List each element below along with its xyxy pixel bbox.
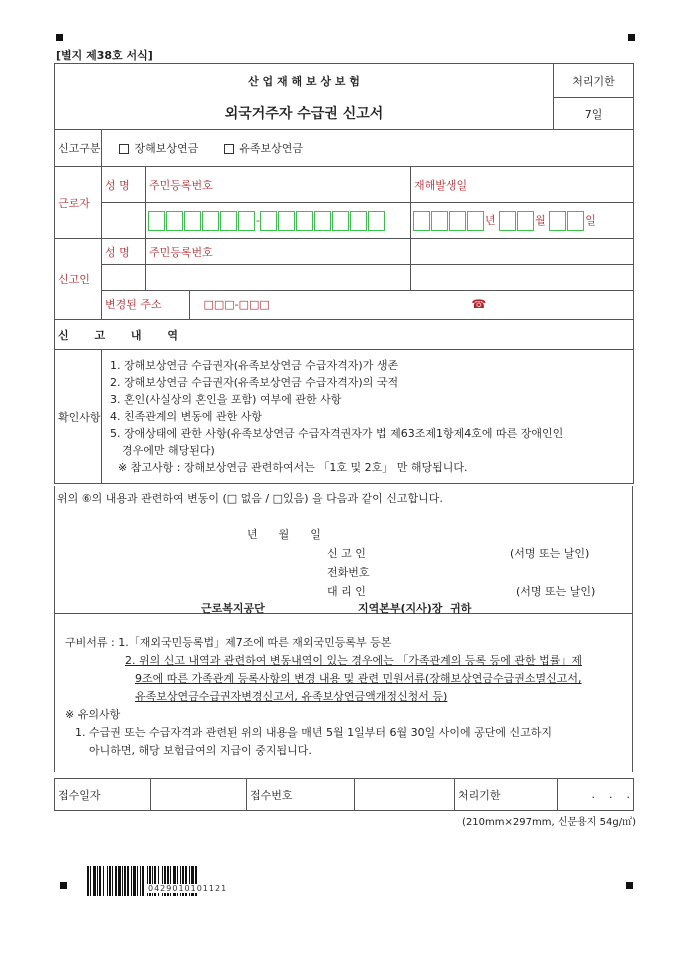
attachment-line: 2. 위의 신고 내역과 관련하여 변동내역이 있는 경우에는 「가족관계의 등록 등에 관한 법률」제 [125,654,582,667]
rrn-dash: - [256,213,260,227]
confirmation-item: 1. 장해보상연금 수급권자(유족보상연금 수급자격자)가 생존 [110,359,399,372]
reporter-blank [411,239,634,265]
paper-size: (210mm×297mm, 신문용지 54g/㎡) [462,817,636,828]
declaration-agent-label: 대 리 인 [327,585,366,598]
reporter-rrn-label: 주민등록번호 [146,239,411,265]
declaration-date: 년 월 일 [247,528,321,541]
processing-period-label: 처리기한 [554,64,634,98]
report-type-options [102,130,634,167]
confirmation-item: 경우에만 해당된다) [122,444,215,457]
form-table [54,63,634,484]
worker-rrn-field[interactable] [146,203,411,239]
confirmation-note: ※ 참고사항 : 장해보상연금 관련하여서는 「1호 및 2호」 만 해당됩니다. [118,461,468,474]
reporter-name-label: 성 명 [102,239,146,265]
recipient: 지역본부(지사)장 귀하 [358,602,472,615]
corner-mark [60,882,67,889]
declaration-sentence: 위의 ⑥의 내용과 관련하여 변동이 (□ 없음 / □있음) 을 다음과 같이 신고합니다. [57,492,443,505]
recipient-org: 근로복지공단 [201,602,265,615]
confirmation-item: 5. 장애상태에 관한 사항(유족보상연금 수급자격권자가 법 제63조제1항제4호에 따른 장애인인 [110,427,564,440]
declaration-reporter-label: 신 고 인 [327,547,366,560]
report-type-checkbox-2[interactable] [224,144,234,154]
confirmation-label: 확인사항 [55,350,102,484]
report-type-checkbox-1[interactable] [119,144,129,154]
report-type-label: 신고구분 [55,130,102,167]
receipt-date-label: 접수일자 [55,779,151,811]
worker-name-field[interactable] [102,203,146,239]
accident-date-field[interactable] [411,203,634,239]
attachment-line: 구비서류 : 1.「재외국민등록법」제7조에 따른 재외국민등록부 등본 [65,636,392,649]
confirmation-item: 4. 친족관계의 변동에 관한 사항 [110,410,262,423]
confirmation-list [102,350,634,484]
declaration-phone-label: 전화번호 [327,566,370,579]
worker-label: 근로자 [55,167,102,239]
corner-mark [56,34,63,41]
reporter-sign-label: (서명 또는 날인) [510,547,590,560]
year-label: 년 [485,213,496,227]
note-line: 1. 수급권 또는 수급자격과 관련된 위의 내용을 매년 5월 1일부터 6월 30일 사이에 공단에 신고하지 [75,726,552,739]
receipt-no-field[interactable] [355,779,455,811]
report-type-option-2: 유족보상연금 [239,142,304,155]
form-title: 외국거주자 수급권 신고서 [55,98,554,130]
reporter-rrn-field[interactable] [146,265,411,291]
corner-mark [628,34,635,41]
form-code: [별지 제38호 서식] [56,49,153,62]
postal-code[interactable]: □□□-□□□ [203,298,270,311]
notes-heading: ※ 유의사항 [65,708,121,721]
accident-date-label: 재해발생일 [411,167,634,203]
note-line: 아니하면, 해당 보험급여의 지급이 중지됩니다. [89,744,312,757]
attachment-line: 9조에 따른 가족관계 등록사항의 변경 내용 및 관련 민원서류(장해보상연금수급권소멸신고서, [135,672,582,685]
reporter-label: 신고인 [55,239,102,320]
barcode-number: 0429010101121 [148,884,228,893]
corner-mark [626,882,633,889]
worker-rrn-label: 주민등록번호 [146,167,411,203]
agent-sign-label: (서명 또는 날인) [516,585,596,598]
declaration-block [54,486,633,614]
day-label: 일 [585,213,596,227]
changed-address-label: 변경된 주소 [102,291,190,319]
month-label: 월 [535,213,546,227]
processing-period-footer-value: . . . [558,779,634,811]
confirmation-item: 3. 혼인(사실상의 혼인을 포함) 여부에 관한 사항 [110,393,342,406]
attachment-line: 유족보상연금수급권자변경신고서, 유족보상연금액개정신청서 등) [135,690,448,703]
report-type-option-1: 장해보상연금 [134,142,199,155]
receipt-date-field[interactable] [151,779,247,811]
confirmation-item: 2. 장해보상연금 수급권자(유족보상연금 수급자격자)의 국적 [110,376,399,389]
processing-period-value: 7일 [554,98,634,130]
phone-icon: ☎ [471,297,487,311]
reporter-extra-field[interactable] [411,265,634,291]
changed-address-row [102,291,634,320]
worker-name-label: 성 명 [102,167,146,203]
receipt-table [54,778,634,811]
reporter-name-field[interactable] [102,265,146,291]
processing-period-footer-label: 처리기한 [455,779,558,811]
receipt-no-label: 접수번호 [247,779,355,811]
attachments-block [54,614,633,772]
agency-title: 산 업 재 해 보 상 보 험 [55,64,554,98]
report-content-heading: 신 고 내 역 [55,320,634,350]
